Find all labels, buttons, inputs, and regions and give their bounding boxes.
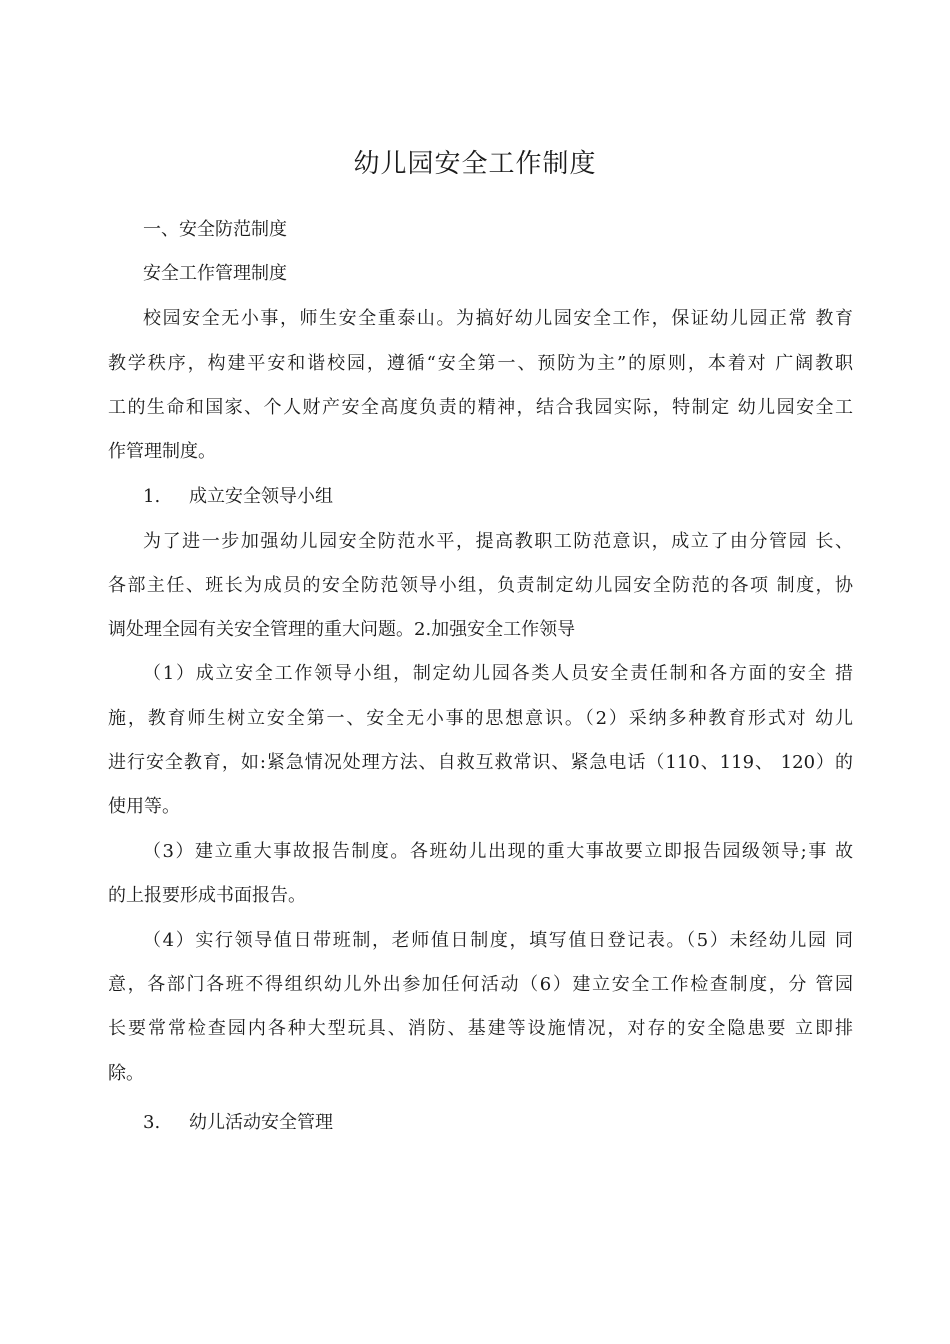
para-2-line-2: 的上报要形成书面报告。 xyxy=(108,885,306,906)
para-3-line-2: 意，各部门各班不得组织幼儿外出参加任何活动（6）建立安全工作检查制度，分 管园 xyxy=(108,974,853,995)
item-1-line-2: 各部主任、班长为成员的安全防范领导小组，负责制定幼儿园安全防范的各项 制度，协 xyxy=(108,575,853,596)
section-heading: 一、安全防范制度 xyxy=(143,219,287,240)
para-3-line-3: 长要常常检查园内各种大型玩具、消防、基建等设施情况，对存的安全隐患要 立即排 xyxy=(108,1018,853,1039)
para-1-line-2: 施，教育师生树立安全第一、安全无小事的思想意识。（2）采纳多种教育形式对 幼儿 xyxy=(108,708,853,729)
para-2-line-1: （3）建立重大事故报告制度。各班幼儿出现的重大事故要立即报告园级领导;事 故 xyxy=(143,841,853,862)
intro-line-4: 作管理制度。 xyxy=(108,441,216,462)
intro-line-1: 校园安全无小事，师生安全重泰山。为搞好幼儿园安全工作，保证幼儿园正常 教育 xyxy=(143,308,853,329)
para-1-line-1: （1）成立安全工作领导小组，制定幼儿园各类人员安全责任制和各方面的安全 措 xyxy=(143,663,853,684)
para-1-line-3: 进行安全教育，如:紧急情况处理方法、自救互救常识、紧急电话（110、119、 120）的 xyxy=(108,752,853,773)
item-1-number: 1. xyxy=(143,486,161,507)
para-3-line-4: 除。 xyxy=(108,1063,144,1084)
subheading: 安全工作管理制度 xyxy=(143,263,287,284)
intro-line-2: 教学秩序，构建平安和谐校园，遵循“安全第一、预防为主”的原则，本着对 广阔教职 xyxy=(108,353,853,374)
item-3-label: 幼儿活动安全管理 xyxy=(189,1112,333,1133)
intro-line-3: 工的生命和国家、个人财产安全高度负责的精神，结合我园实际，特制定 幼儿园安全工 xyxy=(108,397,853,418)
item-1-line-1: 为了进一步加强幼儿园安全防范水平，提高教职工防范意识，成立了由分管园 长、 xyxy=(143,531,853,552)
item-1-label: 成立安全领导小组 xyxy=(189,486,333,507)
document-title: 幼儿园安全工作制度 xyxy=(353,149,597,179)
para-3-line-1: （4）实行领导值日带班制，老师值日制度，填写值日登记表。（5）未经幼儿园 同 xyxy=(143,930,853,951)
para-1-line-4: 使用等。 xyxy=(108,796,180,817)
item-1-heading xyxy=(143,483,853,511)
item-1-line-3: 调处理全园有关安全管理的重大问题。2.加强安全工作领导 xyxy=(108,619,576,640)
item-3-number: 3. xyxy=(143,1112,161,1133)
item-3-heading xyxy=(143,1109,853,1137)
